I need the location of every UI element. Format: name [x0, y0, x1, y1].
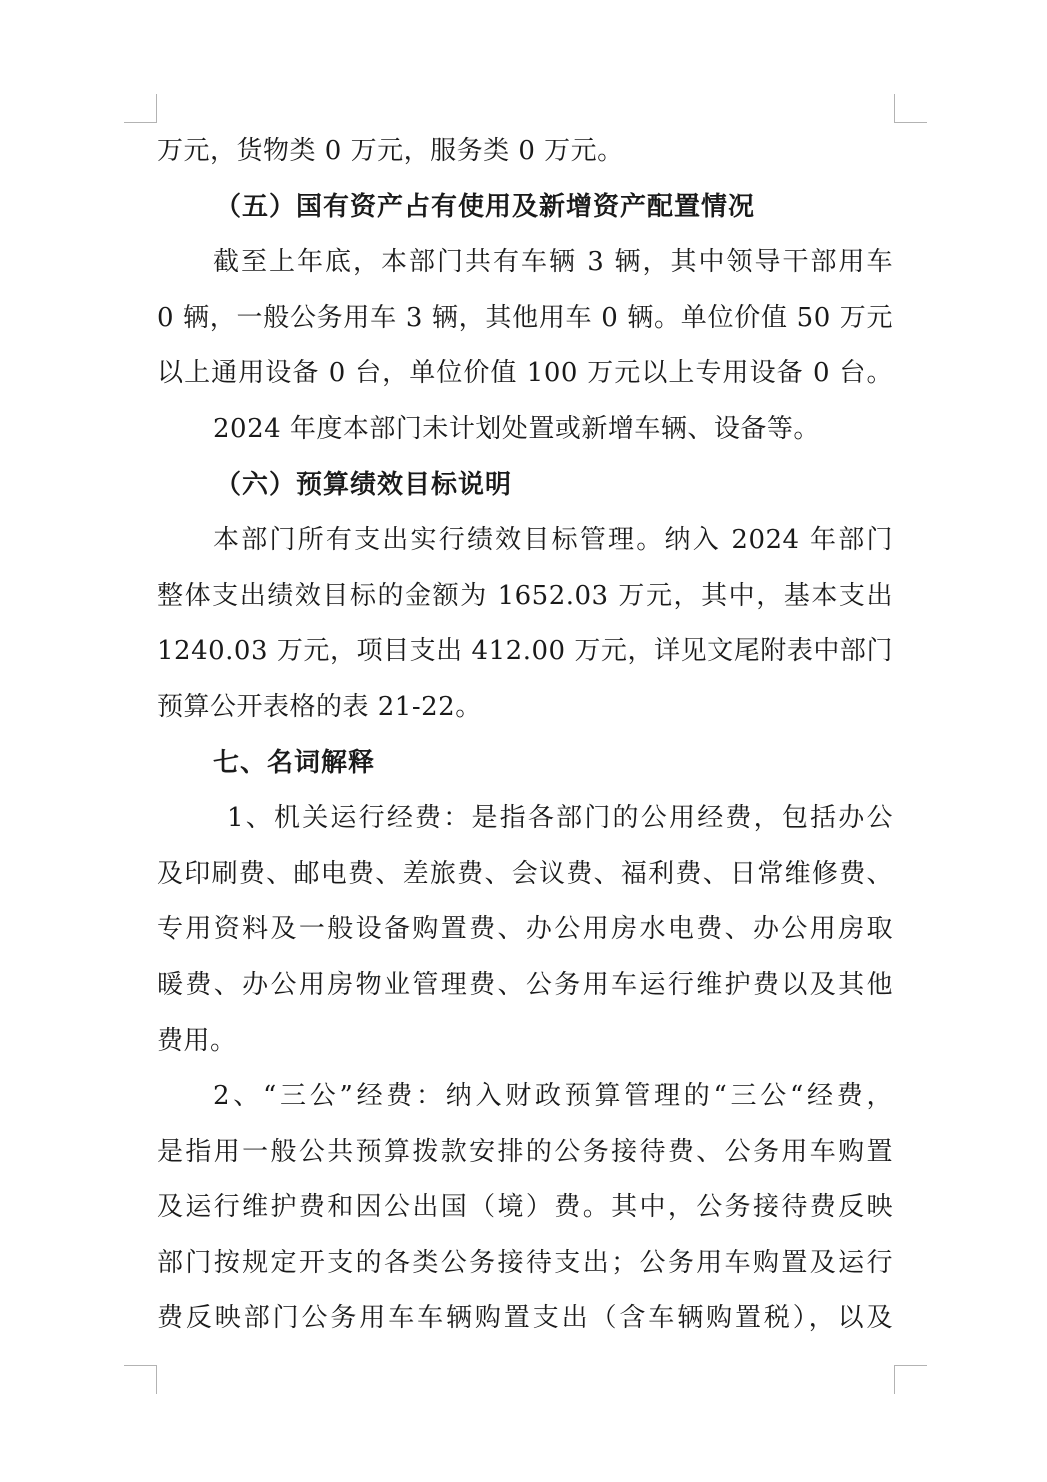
text-line: 整体支出绩效目标的金额为 1652.03 万元，其中，基本支出: [157, 580, 893, 611]
text-line: 0 辆，一般公务用车 3 辆，其他用车 0 辆。单位价值 50 万元: [157, 302, 893, 333]
text-line: 及运行维护费和因公出国（境）费。其中，公务接待费反映: [157, 1192, 893, 1223]
text-line: 2、“三公”经费：纳入财政预算管理的“三公“经费，: [213, 1081, 893, 1112]
text-line: 万元，货物类 0 万元，服务类 0 万元。: [157, 136, 624, 166]
text-line: 以上通用设备 0 台，单位价值 100 万元以上专用设备 0 台。: [157, 358, 893, 389]
text-line: 专用资料及一般设备购置费、办公用房水电费、办公用房取: [157, 914, 893, 945]
text-line: 本部门所有支出实行绩效目标管理。纳入 2024 年部门: [213, 525, 893, 556]
text-line: 截至上年底，本部门共有车辆 3 辆，其中领导干部用车: [213, 247, 893, 278]
section-heading: （六）预算绩效目标说明: [215, 469, 513, 500]
text-line: 及印刷费、邮电费、差旅费、会议费、福利费、日常维修费、: [157, 858, 893, 889]
text-line: 2024 年度本部门未计划处置或新增车辆、设备等。: [213, 413, 820, 444]
text-line: 费反映部门公务用车车辆购置支出（含车辆购置税），以及: [157, 1303, 893, 1334]
chapter-heading: 七、名词解释: [213, 747, 376, 778]
crop-mark-bottom-right: [894, 1365, 927, 1394]
text-line: 部门按规定开支的各类公务接待支出；公务用车购置及运行: [157, 1247, 893, 1278]
text-line: 是指用一般公共预算拨款安排的公务接待费、公务用车购置: [157, 1136, 893, 1167]
document-body: [157, 124, 893, 1347]
text-line: 1240.03 万元，项目支出 412.00 万元，详见文尾附表中部门: [157, 636, 893, 667]
crop-mark-top-left: [124, 94, 157, 123]
text-line: 1、机关运行经费：是指各部门的公用经费，包括办公: [227, 803, 893, 834]
crop-mark-top-right: [894, 94, 927, 123]
text-line: 预算公开表格的表 21-22。: [157, 691, 482, 722]
text-line: 暖费、办公用房物业管理费、公务用车运行维护费以及其他: [157, 969, 893, 1000]
section-heading: （五）国有资产占有使用及新增资产配置情况: [215, 191, 756, 222]
text-line: 费用。: [157, 1025, 237, 1056]
crop-mark-bottom-left: [124, 1365, 157, 1394]
